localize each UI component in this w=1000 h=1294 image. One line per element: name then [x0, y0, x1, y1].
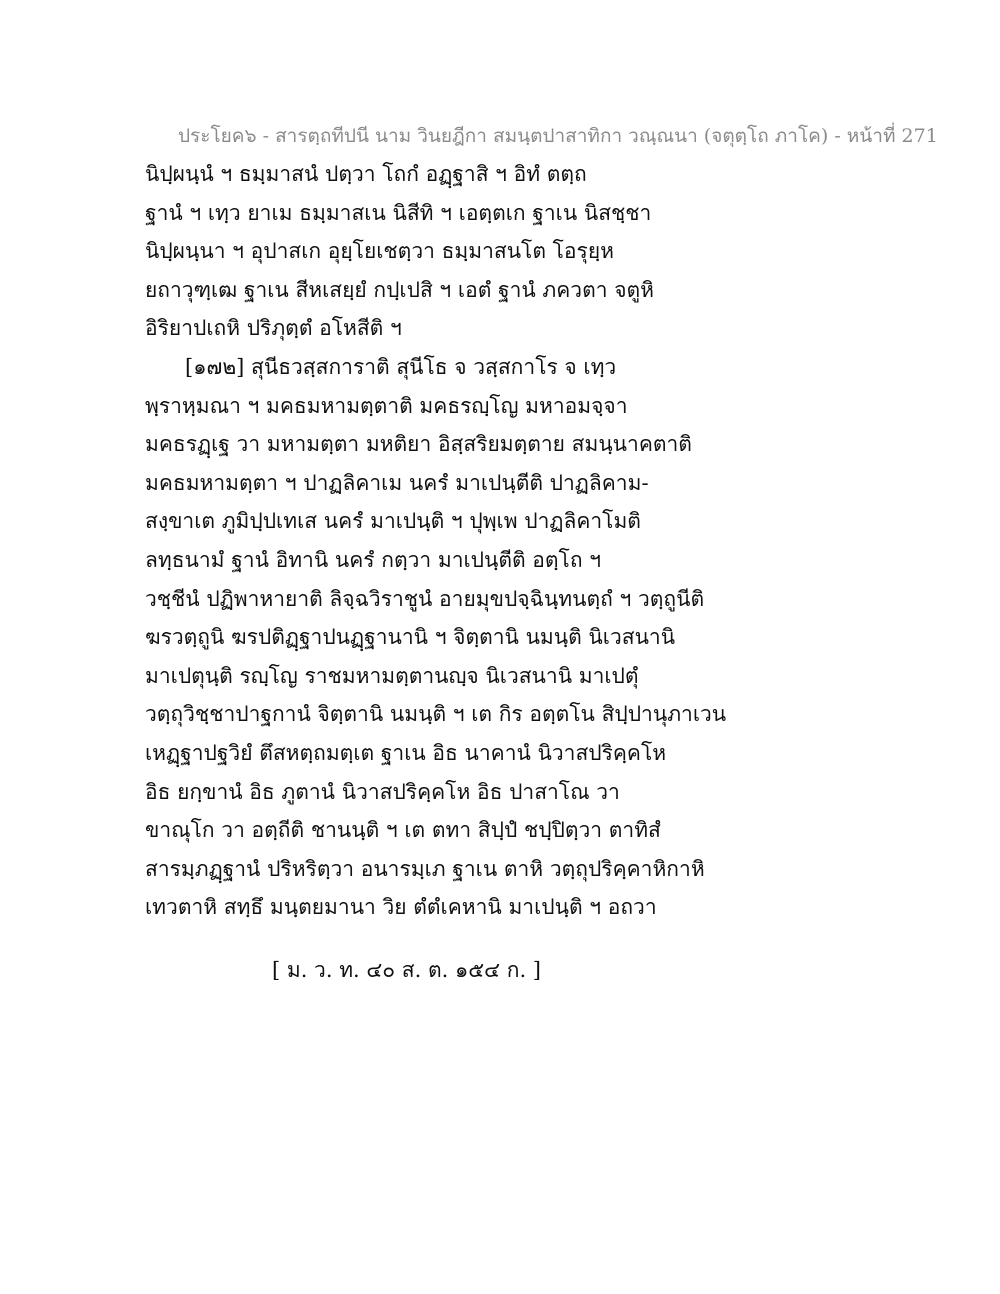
text-line: เหฏฺฐาปฐวิยํ ตึสหตฺถมตฺเต ฐาเน อิธ นาคานํ นิวาสปริคฺคโห [145, 740, 667, 765]
text-line: มคธมหามตฺตา ฯ ปาฏลิคาเม นครํ มาเปนฺตีติ ปาฏลิคาม- [145, 470, 649, 495]
body-text [145, 155, 727, 927]
text-line: มาเปตุนฺติ รญฺโญ ราชมหามตฺตานญฺจ นิเวสนานิ มาเปตุํ [145, 663, 639, 688]
text-line: สารมฺภฏฺฐานํ ปริหริตฺวา อนารมฺเภ ฐาเน ตาหิ วตฺถุปริคฺคาหิกาหิ [145, 856, 705, 881]
text-line: ลทฺธนามํ ฐานํ อิทานิ นครํ กตฺวา มาเปนฺตีติ อตฺโถ ฯ [145, 547, 602, 572]
text-line: เทวตาหิ สทฺธึ มนฺตยมานา วิย ตํตํเคหานิ มาเปนฺติ ฯ อถวา [145, 895, 657, 920]
text-line: นิปฺผนฺนา ฯ อุปาสเก อุยฺโยเชตฺวา ธมฺมาสนโต โอรุยฺห [145, 239, 614, 264]
footnote-reference: [ ม. ว. ท. ๔๐ ส. ต. ๑๕๔ ก. ] [272, 958, 541, 982]
text-line: สงฺขาเต ภูมิปฺปเทเส นครํ มาเปนฺติ ฯ ปุพฺเพ ปาฏลิคาโมติ [145, 509, 641, 534]
text-line: อิริยาปเถหิ ปริภุตฺตํ อโหสีติ ฯ [145, 316, 402, 341]
text-line: วชฺชีนํ ปฏิพาหายาติ ลิจฺฉวิราชูนํ อายมุขปจฺฉินฺทนตฺถํ ฯ วตฺถูนีติ [145, 586, 705, 611]
text-line: ฆรวตฺถูนิ ฆรปติฏฺฐาปนฏฺฐานานิ ฯ จิตฺตานิ นมนฺติ นิเวสนานิ [145, 625, 676, 650]
running-header: ประโยค๖ - สารตฺถทีปนี นาม วินยฎีกา สมนฺตปาสาทิกา วณฺณนา (จตุตฺโถ ภาโค) - หน้าที่ 271 [178, 125, 938, 147]
text-line: พฺราหฺมณา ฯ มคธมหามตฺตาติ มคธรญฺโญ มหาอมจฺจา [145, 393, 628, 418]
text-line: ฐานํ ฯ เทฺว ยาเม ธมฺมาสเน นิสีทิ ฯ เอตฺตเก ฐาเน นิสชฺชา [145, 200, 652, 225]
text-line: ยถาวุฑฺเฒ ฐาเน สีหเสยฺยํ กปฺเปสิ ฯ เอตํ ฐานํ ภควตา จตูหิ [145, 277, 654, 302]
text-line: อิธ ยกฺขานํ อิธ ภูตานํ นิวาสปริคฺคโห อิธ ปาสาโณ วา [145, 779, 620, 804]
text-line: มคธรฏฺเฐ วา มหามตฺตา มหติยา อิสฺสริยมตฺตาย สมนฺนาคตาติ [145, 432, 692, 457]
text-line: นิปฺผนฺนํ ฯ ธมฺมาสนํ ปตฺวา โถกํ อฏฺฐาสิ ฯ อิทํ ตตฺถ [145, 162, 587, 186]
paragraph-start-line: [๑๗๒] สุนีธวสฺสการาติ สุนีโธ จ วสฺสกาโร จ เทฺว [185, 354, 617, 379]
text-line: วตฺถุวิชฺชาปาฐกานํ จิตฺตานิ นมนฺติ ฯ เต กิร อตฺตโน สิปฺปานุภาเวน [145, 702, 727, 727]
text-line: ขาณุโก วา อตฺถีติ ชานนฺติ ฯ เต ตทา สิปฺปํ ชปฺปิตฺวา ตาทิสํ [145, 818, 661, 843]
